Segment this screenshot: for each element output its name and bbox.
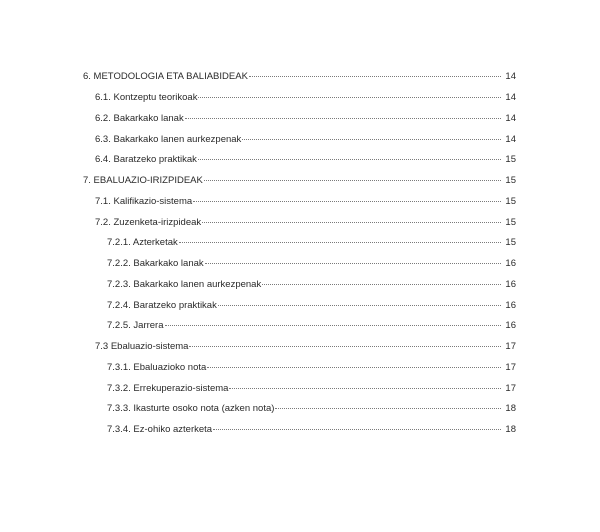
toc-entry[interactable] bbox=[83, 175, 516, 187]
toc-entry-title: 6.1. Kontzeptu teorikoak bbox=[95, 92, 198, 103]
toc-entry-page: 14 bbox=[505, 92, 516, 103]
toc-entry[interactable] bbox=[107, 362, 516, 374]
toc-dot-leader bbox=[218, 305, 501, 306]
toc-entry-page: 16 bbox=[505, 320, 516, 331]
toc-dot-leader bbox=[185, 118, 501, 119]
toc-entry-page: 16 bbox=[505, 279, 516, 290]
toc-entry-page: 18 bbox=[505, 424, 516, 435]
toc-entry[interactable] bbox=[95, 92, 516, 104]
toc-entry-title: 7. EBALUAZIO-IRIZPIDEAK bbox=[83, 175, 203, 186]
toc-entry-title: 7.1. Kalifikazio-sistema bbox=[95, 196, 193, 207]
toc-dot-leader bbox=[205, 263, 501, 264]
toc-entry-title: 7.3.2. Errekuperazio-sistema bbox=[107, 383, 229, 394]
toc-entry-page: 16 bbox=[505, 300, 516, 311]
toc-entry-page: 15 bbox=[505, 175, 516, 186]
toc-dot-leader bbox=[198, 159, 501, 160]
toc-dot-leader bbox=[275, 408, 501, 409]
toc-dot-leader bbox=[189, 346, 501, 347]
toc-entry[interactable] bbox=[107, 320, 516, 332]
toc-entry-page: 15 bbox=[505, 154, 516, 165]
toc-dot-leader bbox=[262, 284, 501, 285]
toc-entry-title: 7.2.2. Bakarkako lanak bbox=[107, 258, 204, 269]
toc-entry-page: 14 bbox=[505, 113, 516, 124]
toc-entry[interactable] bbox=[95, 196, 516, 208]
toc-entry-page: 15 bbox=[505, 196, 516, 207]
toc-entry-title: 7.2.4. Baratzeko praktikak bbox=[107, 300, 217, 311]
toc-entry[interactable] bbox=[107, 403, 516, 415]
toc-dot-leader bbox=[242, 139, 501, 140]
toc-dot-leader bbox=[249, 76, 501, 77]
toc-entry-title: 6.3. Bakarkako lanen aurkezpenak bbox=[95, 134, 242, 145]
toc-entry[interactable] bbox=[83, 71, 516, 83]
toc-entry-page: 18 bbox=[505, 403, 516, 414]
toc-dot-leader bbox=[229, 388, 501, 389]
toc-entry[interactable] bbox=[107, 237, 516, 249]
toc-entry[interactable] bbox=[95, 154, 516, 166]
toc-entry-title: 7.2.1. Azterketak bbox=[107, 237, 178, 248]
toc-entry[interactable] bbox=[107, 258, 516, 270]
toc-entry[interactable] bbox=[95, 217, 516, 229]
toc-dot-leader bbox=[204, 180, 501, 181]
toc-entry-title: 7.2.3. Bakarkako lanen aurkezpenak bbox=[107, 279, 262, 290]
toc-entry[interactable] bbox=[95, 113, 516, 125]
toc-entry[interactable] bbox=[95, 134, 516, 146]
toc-entry-page: 14 bbox=[505, 134, 516, 145]
toc-entry[interactable] bbox=[95, 341, 516, 353]
toc-dot-leader bbox=[198, 97, 501, 98]
toc-dot-leader bbox=[202, 222, 501, 223]
toc-entry-title: 7.3.1. Ebaluazioko nota bbox=[107, 362, 207, 373]
toc-entry[interactable] bbox=[107, 424, 516, 436]
toc-dot-leader bbox=[213, 429, 501, 430]
toc-entry-page: 16 bbox=[505, 258, 516, 269]
toc-entry[interactable] bbox=[107, 383, 516, 395]
toc-entry-title: 7.3 Ebaluazio-sistema bbox=[95, 341, 189, 352]
toc-entry-title: 7.2.5. Jarrera bbox=[107, 320, 164, 331]
toc-dot-leader bbox=[179, 242, 501, 243]
toc-entry-title: 6.2. Bakarkako lanak bbox=[95, 113, 184, 124]
toc-dot-leader bbox=[193, 201, 501, 202]
toc-entry-page: 14 bbox=[505, 71, 516, 82]
toc-entry-title: 7.3.3. Ikasturte osoko nota (azken nota) bbox=[107, 403, 275, 414]
toc-dot-leader bbox=[207, 367, 501, 368]
toc-entry-page: 17 bbox=[505, 341, 516, 352]
toc-entry-title: 6.4. Baratzeko praktikak bbox=[95, 154, 197, 165]
toc-entry-page: 15 bbox=[505, 237, 516, 248]
toc-entry-page: 15 bbox=[505, 217, 516, 228]
toc-entry-title: 7.3.4. Ez-ohiko azterketa bbox=[107, 424, 213, 435]
toc-entry-title: 7.2. Zuzenketa-irizpideak bbox=[95, 217, 202, 228]
toc-entry-page: 17 bbox=[505, 383, 516, 394]
toc-dot-leader bbox=[165, 325, 502, 326]
toc-entry[interactable] bbox=[107, 279, 516, 291]
toc-entry-title: 6. METODOLOGIA ETA BALIABIDEAK bbox=[83, 71, 248, 82]
toc-entry[interactable] bbox=[107, 300, 516, 312]
toc-entry-page: 17 bbox=[505, 362, 516, 373]
